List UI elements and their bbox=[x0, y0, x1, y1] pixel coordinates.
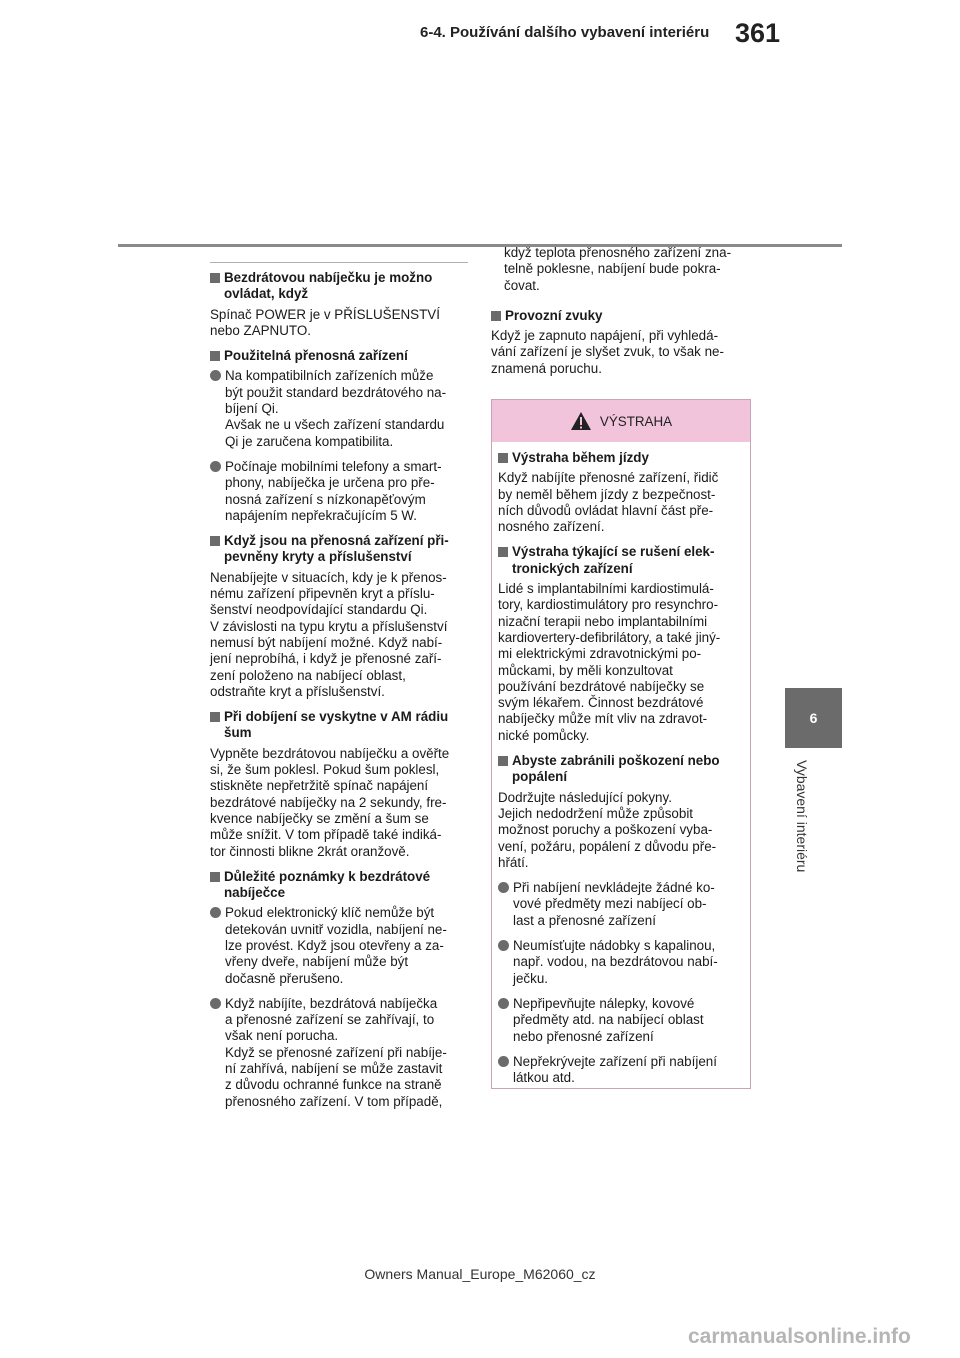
warning-heading bbox=[498, 544, 744, 577]
square-bullet-icon bbox=[498, 756, 508, 766]
list-item bbox=[210, 459, 468, 524]
list-item-text: Neumísťujte nádobky s kapalinou, např. vodou, na bezdrátovou nabí- ječku. bbox=[513, 938, 718, 986]
section-title: 6-4. Používání dalšího vybavení interiéru bbox=[420, 24, 710, 41]
square-bullet-icon bbox=[210, 712, 220, 722]
section-heading bbox=[210, 869, 468, 902]
paragraph: Spínač POWER je v PŘÍSLUŠENSTVÍ nebo ZAPNUTO. bbox=[210, 306, 440, 338]
list-item bbox=[210, 996, 468, 1110]
square-bullet-icon bbox=[498, 453, 508, 463]
heading-text: Provozní zvuky bbox=[505, 307, 603, 323]
square-bullet-icon bbox=[491, 311, 501, 321]
circle-bullet-icon bbox=[210, 998, 221, 1009]
heading-text: Při dobíjení se vyskytne v AM rádiu šum bbox=[224, 709, 449, 741]
warning-label: VÝSTRAHA bbox=[599, 413, 673, 429]
warning-box bbox=[491, 399, 751, 1089]
list-item bbox=[498, 1054, 744, 1087]
circle-bullet-icon bbox=[498, 998, 509, 1009]
list-item-text: Když nabíjíte, bezdrátová nabíječka a přenosné zařízení se zahřívají, to však není porucha. Když se přenosné zařízení při nabíje- ní zahřívá, nabíjení se může zastavit z důvodu ochranné funkce na straně přenosného zařízení. V tom případě, bbox=[225, 995, 447, 1109]
list-item-text: Pokud elektronický klíč nemůže být detekován uvnitř vozidla, nabíjení ne- lze provést. Když jsou otevřeny a za- vřeny dveře, nabíjení může být dočasně přerušeno. bbox=[225, 905, 447, 986]
heading-text: Důležité poznámky k bezdrátové nabíječce bbox=[224, 868, 431, 901]
circle-bullet-icon bbox=[498, 1056, 509, 1067]
continued-text: když teplota přenosného zařízení zna- telně poklesne, nabíjení bude pokra- čovat. bbox=[504, 245, 732, 293]
list-item-text: Počínaje mobilními telefony a smart- phony, nabíječka je určena pro pře- nosná zařízení s nízkonapěťovým napájením nepřekračujícím 5 W. bbox=[225, 458, 442, 523]
list-item-text: Nepřipevňujte nálepky, kovové předměty atd. na nabíjecí oblast nebo přenosné zařízení bbox=[513, 995, 704, 1044]
chapter-tab: 6 bbox=[785, 688, 842, 748]
circle-bullet-icon bbox=[210, 370, 221, 381]
warning-header bbox=[492, 400, 750, 442]
paragraph: Dodržujte následující pokyny. Jejich nedodržení může způsobit možnost poruchy a poškození vyba- vení, požáru, popálení z důvodu pře- hřátí. bbox=[498, 789, 717, 870]
list-item bbox=[498, 880, 744, 929]
paragraph: Lidé s implantabilními kardiostimulá- tory, kardiostimulátory pro resynchro- nizační terapii nebo implantabilními kardiovertery-defibrilátory, a také jiný- mi elektrickými zdravotnickými po- můckami, by měli konzultovat používání bezdrátové nabíječky se svým lékařem. Činnost bezdrátové nabíječky může mít vliv na zdravot- nické pomůcky. bbox=[498, 581, 721, 743]
square-bullet-icon bbox=[498, 547, 508, 557]
list-item-text: Na kompatibilních zařízeních může být použit standard bezdrátového na- bíjení Qi. Avšak ne u všech zařízení standardu Qi je zaručena kompatibilita. bbox=[225, 368, 447, 449]
square-bullet-icon bbox=[210, 273, 220, 283]
warning-body bbox=[492, 442, 750, 1086]
right-column bbox=[491, 245, 753, 386]
heading-text: Výstraha týkající se rušení elek- tronických zařízení bbox=[512, 544, 715, 576]
section-heading bbox=[210, 348, 468, 364]
circle-bullet-icon bbox=[210, 907, 221, 918]
square-bullet-icon bbox=[210, 536, 220, 546]
list-item-text: Při nabíjení nevkládejte žádné ko- vové předměty mezi nabíjecí ob- last a přenosné zařízení bbox=[513, 880, 715, 928]
section-heading bbox=[210, 709, 468, 742]
watermark: carmanualsonline.info bbox=[688, 1325, 911, 1348]
circle-bullet-icon bbox=[498, 882, 509, 893]
section-heading bbox=[491, 308, 753, 324]
heading-text: Použitelná přenosná zařízení bbox=[224, 348, 408, 364]
list-item bbox=[498, 996, 744, 1045]
list-item bbox=[210, 905, 468, 986]
warning-heading bbox=[498, 450, 744, 466]
paragraph: Vypněte bezdrátovou nabíječku a ověřte si, že šum poklesl. Pokud šum poklesl, stiskněte nepřetržitě spínač napájení bezdrátové nabíječky na 2 sekundy, fre- kvence nabíječky se změní a šum se může snížit. V tom případě také indiká- tor činnosti blikne 2krát oranžově. bbox=[210, 745, 450, 859]
warning-triangle-icon bbox=[570, 411, 592, 431]
page-number: 361 bbox=[735, 18, 781, 48]
square-bullet-icon bbox=[210, 872, 220, 882]
circle-bullet-icon bbox=[498, 940, 509, 951]
list-item bbox=[498, 938, 744, 987]
section-heading bbox=[210, 270, 468, 303]
heading-text: Výstraha během jízdy bbox=[512, 450, 649, 465]
section-heading bbox=[210, 533, 468, 566]
footer-manual-name: Owners Manual_Europe_M62060_cz bbox=[364, 1266, 596, 1282]
chapter-vertical-label-wrap bbox=[786, 760, 842, 920]
warning-heading bbox=[498, 753, 744, 786]
left-column bbox=[210, 262, 468, 1119]
list-item-text: Nepřekrývejte zařízení při nabíjení látkou atd. bbox=[513, 1053, 717, 1086]
circle-bullet-icon bbox=[210, 461, 221, 472]
list-item bbox=[210, 368, 468, 449]
heading-text: Bezdrátovou nabíječku je možno ovládat, když bbox=[224, 270, 433, 302]
heading-text: Když jsou na přenosná zařízení při- pevněny kryty a příslušenství bbox=[224, 533, 449, 565]
square-bullet-icon bbox=[210, 351, 220, 361]
heading-text: Abyste zabránili poškození nebo popálení bbox=[512, 753, 720, 785]
chapter-vertical-label: Vybavení interiéru bbox=[794, 760, 810, 873]
paragraph: Když je zapnuto napájení, při vyhledá- vání zařízení je slyšet zvuk, to však ne- znamená poruchu. bbox=[491, 328, 724, 376]
paragraph: Když nabíjíte přenosné zařízení, řidič by neměl během jízdy z bezpečnost- ních důvodů ovládat hlavní část pře- nosného zařízení. bbox=[498, 470, 719, 535]
paragraph: Nenabíjejte v situacích, kdy je k přenos- nému zařízení připevněn kryt a příslu- šenství neodpovídající standardu Qi. V závislosti na typu krytu a příslušenství nemusí být nabíjení možné. Když nabí- jení neprobíhá, i když je přenosné zaří- zení položeno na nabíjecí oblast, odstraňte kryt a příslušenství. bbox=[210, 569, 448, 699]
